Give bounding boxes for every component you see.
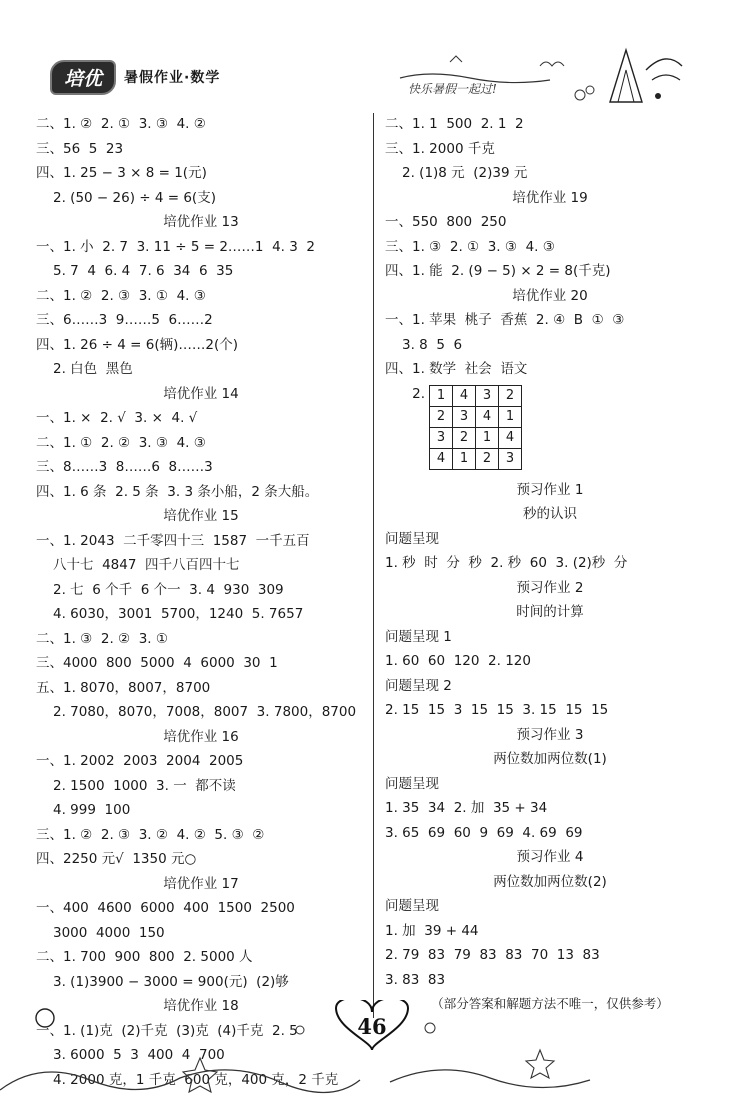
answer-line: 2. 7080，8070，7008，8007 3. 7800，8700 xyxy=(53,704,357,720)
answer-line: 1. 加 39 + 44 xyxy=(385,922,479,939)
left-answer-column xyxy=(36,112,366,1092)
grid-row xyxy=(430,406,522,427)
section-heading: 培优作业 18 xyxy=(163,998,239,1014)
section-heading: 预习作业 4 xyxy=(516,849,584,865)
answer-line: 五、1. 8070，8007，8700 xyxy=(36,679,211,696)
section-heading: 培优作业 15 xyxy=(163,508,239,524)
answer-line: 1. 60 60 120 2. 120 xyxy=(385,653,531,669)
section-heading: 两位数加两位数(1) xyxy=(493,751,607,767)
grid-row xyxy=(430,427,522,448)
grid-cell: 1 xyxy=(453,448,476,469)
answer-line: 四、2250 元√ 1350 元○ xyxy=(36,851,197,867)
answer-line: 2. 15 15 3 15 15 3. 15 15 15 xyxy=(385,702,609,718)
grid-cell: 2 xyxy=(499,385,522,406)
answer-line: 2. 七 6 个千 6 个一 3. 4 930 309 xyxy=(53,581,284,598)
grid-cell: 1 xyxy=(430,385,453,406)
grid-cell: 1 xyxy=(499,406,522,427)
answer-line: 二、1. ② 2. ① 3. ③ 4. ② xyxy=(36,116,206,132)
answer-line: 一、1. 2002 2003 2004 2005 xyxy=(36,753,244,769)
header-slogan: 快乐暑假一起过! xyxy=(408,82,497,96)
answer-line: 三、1. ③ 2. ① 3. ③ 4. ③ xyxy=(385,238,555,255)
right-answer-column xyxy=(385,112,715,1017)
series-logo: 培优 xyxy=(50,60,116,95)
sudoku-answer xyxy=(385,382,715,478)
answer-line: 三、4000 800 5000 4 6000 30 1 xyxy=(36,655,278,671)
section-heading: 培优作业 19 xyxy=(512,189,588,206)
page-header xyxy=(0,0,750,110)
answer-line: 3. 83 83 xyxy=(385,971,446,988)
answer-line: 问题呈现 xyxy=(385,775,439,792)
grid-cell: 4 xyxy=(453,385,476,406)
answer-line: 一、550 800 250 xyxy=(385,214,507,230)
grid-cell: 4 xyxy=(476,406,499,427)
answer-line: 问题呈现 xyxy=(385,530,439,547)
answer-line: 一、400 4600 6000 400 1500 2500 xyxy=(36,900,295,916)
grid-cell: 2 xyxy=(476,448,499,469)
section-heading: 秒的认识 xyxy=(523,506,577,522)
answer-line: 问题呈现 xyxy=(385,898,439,914)
brand xyxy=(50,60,220,94)
section-heading: 培优作业 14 xyxy=(163,385,239,402)
answer-line: 一、1. × 2. √ 3. × 4. √ xyxy=(36,410,198,426)
answer-line: 3. 6000 5 3 400 4 700 xyxy=(53,1047,225,1063)
grid-row xyxy=(430,448,522,469)
answer-line: 一、1. 小 2. 7 3. 11 ÷ 5 = 2……1 4. 3 2 xyxy=(36,238,316,255)
section-heading: 培优作业 17 xyxy=(163,875,239,892)
grid-cell: 3 xyxy=(453,406,476,427)
answer-line: 5. 7 4 6. 4 7. 6 34 6 35 xyxy=(53,263,234,279)
number-grid xyxy=(429,385,522,470)
footnote: （部分答案和解题方法不唯一，仅供参考） xyxy=(431,996,669,1011)
header-decoration xyxy=(390,40,690,110)
grid-cell: 3 xyxy=(430,427,453,448)
answer-line: 二、1. 700 900 800 2. 5000 人 xyxy=(36,949,253,965)
answer-line: 2. 79 83 79 83 83 70 13 83 xyxy=(385,947,600,963)
section-heading: 预习作业 3 xyxy=(516,726,584,743)
answer-line: 四、1. 能 2. (9 − 5) × 2 = 8(千克) xyxy=(385,263,611,279)
answer-line: 3. 65 69 60 9 69 4. 69 69 xyxy=(385,824,583,841)
answer-line: 三、56 5 23 xyxy=(36,140,124,157)
answer-line: 三、1. ② 2. ③ 3. ② 4. ② 5. ③ ② xyxy=(36,826,265,843)
answer-line: 2. (1)8 元 (2)39 元 xyxy=(402,165,528,181)
grid-cell: 1 xyxy=(476,427,499,448)
section-heading: 培优作业 20 xyxy=(512,287,588,304)
grid-cell: 2 xyxy=(430,406,453,427)
grid-cell: 4 xyxy=(430,448,453,469)
section-heading: 预习作业 2 xyxy=(516,579,584,596)
answer-line: 4. 6030，3001 5700，1240 5. 7657 xyxy=(53,606,304,622)
section-heading: 培优作业 16 xyxy=(163,728,239,745)
answer-line: 三、8……3 8……6 8……3 xyxy=(36,459,213,475)
section-heading: 两位数加两位数(2) xyxy=(493,873,607,890)
answer-line: 3. (1)3900 − 3000 = 900(元) (2)够 xyxy=(53,973,289,990)
section-heading: 时间的计算 xyxy=(516,604,584,620)
answer-line: 2. 白色 黑色 xyxy=(53,361,133,377)
grid-cell: 3 xyxy=(476,385,499,406)
grid-label: 2. xyxy=(412,385,425,402)
series-title: 暑假作业·数学 xyxy=(124,70,221,86)
answer-line: 3000 4000 150 xyxy=(53,924,165,941)
section-heading: 预习作业 1 xyxy=(516,481,584,498)
answer-line: 四、1. 数学 社会 语文 xyxy=(385,361,528,377)
answer-line: 1. 秒 时 分 秒 2. 秒 60 3. (2)秒 分 xyxy=(385,555,628,571)
answer-line: 问题呈现 2 xyxy=(385,677,452,694)
grid-row xyxy=(430,385,522,406)
answer-line: 4. 999 100 xyxy=(53,802,131,818)
answer-line: 二、1. 1 500 2. 1 2 xyxy=(385,116,524,132)
answer-line: 三、1. 2000 千克 xyxy=(385,140,495,157)
column-divider xyxy=(373,113,374,1018)
answer-line: 一、1. 2043 二千零四十三 1587 一千五百 xyxy=(36,532,310,549)
right-column-top xyxy=(385,112,715,382)
page-number: 46 xyxy=(357,1014,387,1039)
answer-line: 三、6……3 9……5 6……2 xyxy=(36,312,213,328)
answer-line: 四、1. 26 ÷ 4 = 6(辆)……2(个) xyxy=(36,336,238,353)
answer-line: 4. 2000 克，1 千克 600 克，400 克，2 千克 xyxy=(53,1071,339,1088)
answer-line: 1. 35 34 2. 加 35 + 34 xyxy=(385,800,548,816)
grid-cell: 3 xyxy=(499,448,522,469)
answer-line: 二、1. ② 2. ③ 3. ① 4. ③ xyxy=(36,287,206,304)
answer-line: 2. (50 − 26) ÷ 4 = 6(支) xyxy=(53,189,216,206)
answer-line: 四、1. 6 条 2. 5 条 3. 3 条小船，2 条大船。 xyxy=(36,483,319,500)
grid-cell: 4 xyxy=(499,427,522,448)
section-heading: 培优作业 13 xyxy=(163,214,239,230)
grid-cell: 2 xyxy=(453,427,476,448)
answer-line: 八十七 4847 四千八百四十七 xyxy=(53,557,240,573)
answer-line: 四、1. 25 − 3 × 8 = 1(元) xyxy=(36,165,207,181)
answer-line: 2. 1500 1000 3. 一 都不读 xyxy=(53,777,236,794)
right-column-bottom xyxy=(385,478,715,993)
answer-line: 问题呈现 1 xyxy=(385,628,452,645)
answer-line: 3. 8 5 6 xyxy=(402,336,463,353)
answer-line: 二、1. ① 2. ② 3. ③ 4. ③ xyxy=(36,434,206,451)
answer-line: 二、1. ③ 2. ② 3. ① xyxy=(36,630,168,647)
answer-line: 一、1. 苹果 桃子 香蕉 2. ④ B ① ③ xyxy=(385,312,625,328)
answer-line: 一、1. (1)克 (2)千克 (3)克 (4)千克 2. 5 xyxy=(36,1022,298,1039)
